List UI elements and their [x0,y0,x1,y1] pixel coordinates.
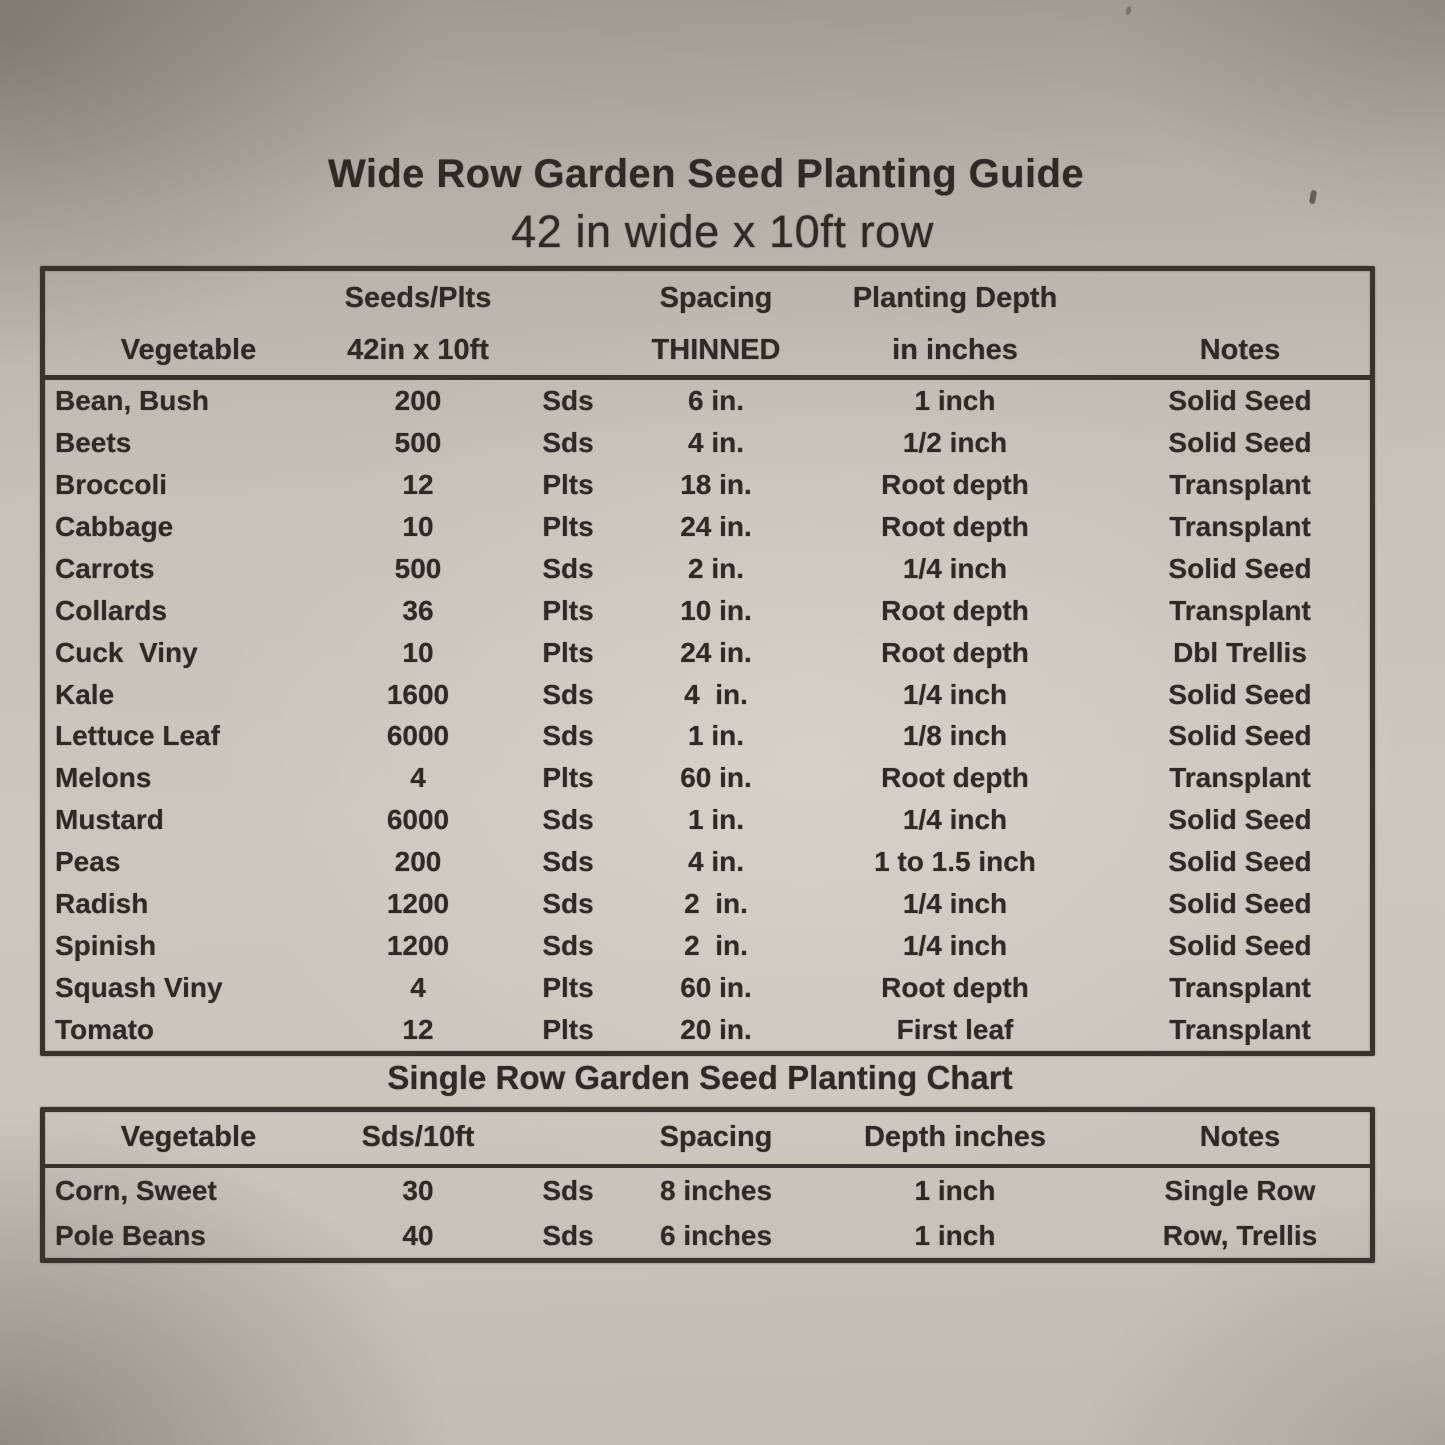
cell-depth: Root depth [881,510,1029,542]
cell-qty: 6000 [386,720,450,752]
header-notes [1110,271,1370,375]
header-notes [1110,1122,1370,1154]
cell-spacing: 2 in. [684,930,748,962]
cell-vegetable: Mustard [55,804,164,836]
cell-notes: Transplant [1169,594,1311,626]
cell-notes: Transplant [1169,510,1311,542]
cell-notes: Solid Seed [1168,678,1312,710]
cell-depth: 1/4 inch [902,678,1008,710]
cell-unit: Plts [542,594,594,626]
cell-depth: First leaf [896,1014,1014,1046]
cell-qty: 40 [402,1219,434,1251]
cell-qty: 500 [394,426,442,458]
cell-vegetable: Cuck Viny [55,636,198,668]
cell-unit: Plts [542,510,594,542]
cell-depth: 1 inch [914,1174,996,1206]
wide-row-table [40,266,1375,1056]
table-row [45,967,1370,1009]
header-bottom-label: THINNED [651,334,781,367]
table-row [45,716,1370,758]
cell-vegetable: Radish [55,888,149,920]
header-planting-depth [800,271,1110,375]
cell-unit: Plts [542,1014,594,1046]
cell-vegetable: Bean, Bush [55,384,210,416]
table-row [45,757,1370,799]
cell-unit: Plts [542,762,594,794]
cell-spacing: 6 in. [687,384,744,416]
cell-spacing: 24 in. [680,636,752,668]
cell-notes: Transplant [1169,1014,1311,1046]
cell-vegetable: Corn, Sweet [55,1174,217,1206]
cell-vegetable: Lettuce Leaf [55,720,220,752]
single-row-table-title: Single Row Garden Seed Planting Chart [387,1059,1013,1096]
header-bottom-label: Vegetable [120,334,257,367]
cell-unit: Sds [542,720,594,752]
cell-vegetable: Beets [55,426,132,458]
cell-unit: Sds [542,1174,594,1206]
cell-vegetable: Collards [55,594,168,626]
cell-spacing: 10 in. [680,594,752,626]
cell-depth: 1 inch [914,384,996,416]
header-label: Vegetable [120,1121,257,1154]
table-row [45,799,1370,841]
header-sds-10ft [332,1122,504,1154]
cell-depth: 1/4 inch [902,888,1008,920]
cell-spacing: 60 in. [680,972,752,1004]
cell-qty: 1600 [386,678,450,710]
table-row [45,590,1370,632]
cell-qty: 36 [402,594,434,626]
header-top-label: Seeds/Plts [344,282,492,314]
table-row [45,548,1370,590]
cell-qty: 12 [402,468,434,500]
header-label: Depth inches [863,1121,1047,1154]
cell-spacing: 24 in. [680,510,752,542]
cell-spacing: 4 in. [684,678,748,710]
cell-depth: 1/8 inch [902,720,1008,752]
header-unit [504,271,632,375]
cell-qty: 10 [402,636,434,668]
cell-vegetable: Spinish [55,930,157,962]
cell-vegetable: Melons [55,762,152,794]
cell-notes: Dbl Trellis [1173,636,1307,668]
cell-notes: Solid Seed [1168,888,1312,920]
cell-spacing: 8 inches [659,1174,773,1206]
table-row [45,506,1370,548]
cell-vegetable: Tomato [55,1014,155,1046]
header-label: Notes [1199,1121,1281,1154]
cell-unit: Plts [542,972,594,1004]
cell-depth: Root depth [881,468,1029,500]
cell-depth: Root depth [881,594,1029,626]
table-row [45,464,1370,506]
cell-vegetable: Carrots [55,552,155,584]
cell-spacing: 2 in. [684,888,748,920]
header-seeds-plts [332,271,504,375]
table-row [45,841,1370,883]
cell-spacing: 60 in. [680,762,752,794]
cell-notes: Solid Seed [1168,426,1312,458]
table-row [45,674,1370,716]
cell-depth: Root depth [881,636,1029,668]
table-row [45,632,1370,674]
header-spacing [632,1122,800,1154]
table-row [45,1168,1370,1213]
cell-notes: Solid Seed [1168,552,1312,584]
cell-unit: Sds [542,678,594,710]
header-bottom-label: 42in x 10ft [347,334,489,367]
header-top-label: Spacing [659,282,773,314]
table-row [45,1213,1370,1258]
wide-row-table-body [45,380,1370,1051]
cell-depth: 1 to 1.5 inch [874,846,1036,878]
cell-qty: 4 [410,762,426,794]
cell-qty: 6000 [386,804,450,836]
cell-spacing: 1 in. [687,720,744,752]
cell-qty: 200 [394,846,442,878]
cell-qty: 4 [410,972,426,1004]
single-row-table-header [45,1112,1370,1168]
cell-notes: Row, Trellis [1162,1219,1318,1251]
cell-qty: 10 [402,510,434,542]
cell-unit: Sds [542,1219,594,1251]
cell-depth: Root depth [881,972,1029,1004]
cell-unit: Sds [542,552,594,584]
cell-spacing: 18 in. [680,468,752,500]
cell-spacing: 20 in. [680,1014,752,1046]
cell-qty: 1200 [386,930,450,962]
cell-notes: Solid Seed [1168,930,1312,962]
cell-unit: Plts [542,468,594,500]
cell-qty: 1200 [386,888,450,920]
header-bottom-label: in inches [892,334,1018,367]
cell-vegetable: Peas [55,846,121,878]
cell-notes: Transplant [1169,468,1311,500]
cell-qty: 12 [402,1014,434,1046]
dust-speck-icon [1125,6,1132,16]
cell-unit: Sds [542,384,594,416]
cell-notes: Single Row [1164,1174,1316,1206]
cell-unit: Sds [542,804,594,836]
header-depth-inches [800,1122,1110,1154]
cell-depth: 1/4 inch [902,930,1008,962]
single-row-table-body [45,1168,1370,1258]
table-row [45,1009,1370,1051]
cell-notes: Solid Seed [1168,384,1312,416]
cell-unit: Sds [542,930,594,962]
cell-vegetable: Pole Beans [55,1219,206,1251]
cell-notes: Transplant [1169,972,1311,1004]
page-subtitle: 42 in wide x 10ft row [511,206,934,257]
cell-spacing: 4 in. [687,846,744,878]
cell-vegetable: Squash Viny [55,972,223,1004]
cell-vegetable: Broccoli [55,468,168,500]
header-bottom-label: Notes [1199,334,1281,367]
cell-depth: 1/4 inch [902,804,1008,836]
header-top-label: Planting Depth [852,282,1058,314]
table-row [45,422,1370,464]
cell-unit: Sds [542,846,594,878]
cell-qty: 30 [402,1174,434,1206]
cell-spacing: 4 in. [687,426,744,458]
cell-qty: 500 [394,552,442,584]
cell-notes: Transplant [1169,762,1311,794]
header-label: Sds/10ft [361,1121,475,1154]
header-vegetable [45,271,332,375]
single-row-table [40,1107,1375,1263]
header-spacing [632,271,800,375]
cell-spacing: 6 inches [659,1219,773,1251]
cell-notes: Solid Seed [1168,720,1312,752]
cell-vegetable: Kale [55,678,115,710]
cell-depth: 1 inch [914,1219,996,1251]
cell-depth: 1/2 inch [902,426,1008,458]
cell-depth: Root depth [881,762,1029,794]
cell-unit: Sds [542,888,594,920]
cell-notes: Solid Seed [1168,804,1312,836]
cell-qty: 200 [394,384,442,416]
table-row [45,925,1370,967]
cell-spacing: 1 in. [687,804,744,836]
cell-vegetable: Cabbage [55,510,174,542]
page-title: Wide Row Garden Seed Planting Guide [328,152,1084,196]
cell-unit: Sds [542,426,594,458]
cell-spacing: 2 in. [687,552,744,584]
header-vegetable [45,1122,332,1154]
header-label: Spacing [659,1121,773,1154]
cell-notes: Solid Seed [1168,846,1312,878]
cell-depth: 1/4 inch [902,552,1008,584]
cell-unit: Plts [542,636,594,668]
wide-row-table-header [45,271,1370,380]
table-row [45,883,1370,925]
table-row [45,380,1370,422]
